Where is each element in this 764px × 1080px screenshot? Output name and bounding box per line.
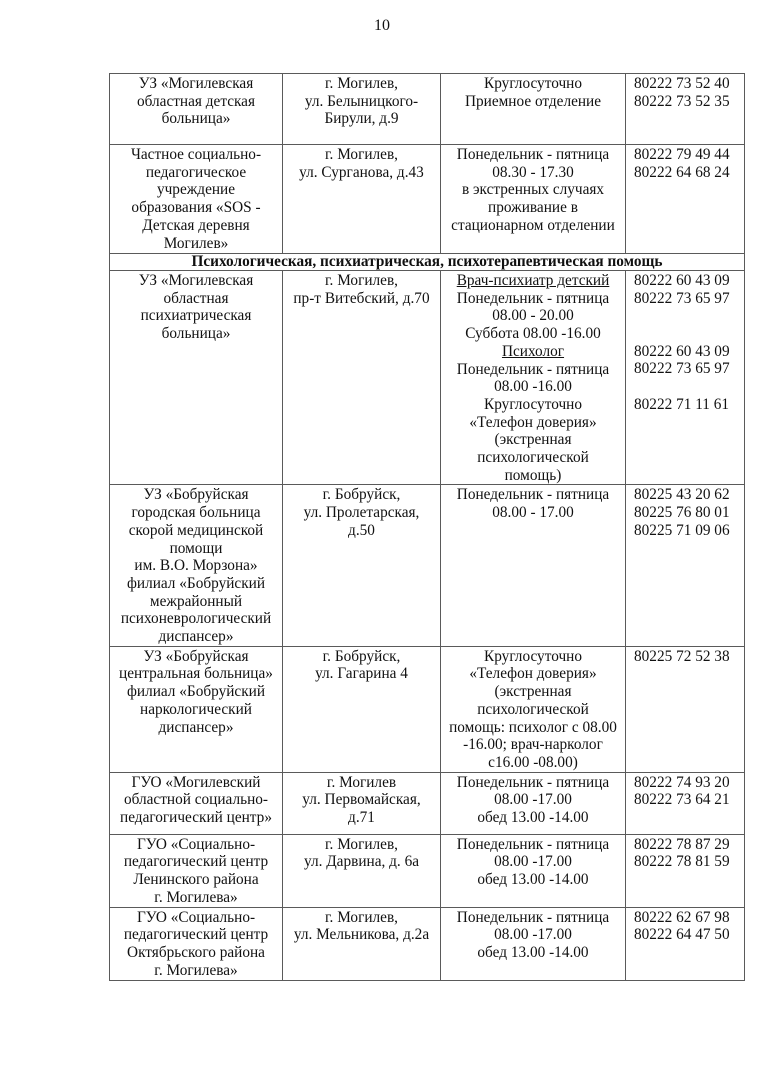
address-cell [283,646,441,772]
cell-line: (экстренная [494,431,572,449]
cell-line: обед 13.00 -14.00 [477,871,589,889]
cell-line: -16.00; врач-нарколог [463,736,603,754]
section-heading-row [110,254,745,271]
hours-cell [441,485,626,646]
cell-line-wrapper [444,431,622,449]
cell-line: межрайонный [149,592,243,610]
cell-line: 08.00 - 20.00 [492,307,574,325]
cell-line: ул. Первомайская, [302,791,421,809]
cell-line: Частное социально- [130,146,262,163]
cell-line: Понедельник - пятница [456,773,610,791]
cell-line: 80222 78 81 59 [634,853,730,871]
cell-line: г. Могилева» [154,888,238,906]
cell-line-wrapper [444,343,622,361]
cell-line: диспансер» [158,718,234,736]
cell-line: ул. Сурганова, д.43 [299,163,424,181]
cell-line: ул. Белыницкого- [304,92,419,110]
cell-subheading: Врач-психиатр детский [456,272,610,289]
cell-line: областной социально- [123,791,269,809]
hours-cell [441,145,626,254]
cell-line-wrapper [444,378,622,396]
contacts-table-body [110,74,745,981]
address-cell [283,485,441,646]
cell-line: ул. Гагарина 4 [315,665,408,683]
hours-cell [441,772,626,834]
cell-line: г. Могилев, [325,146,398,163]
cell-line: 08.00 -17.00 [494,926,572,944]
address-cell [283,271,441,485]
cell-line: 08.00 - 17.00 [492,504,574,522]
cell-line: Понедельник - пятница [456,486,610,504]
organization-cell [110,907,283,980]
cell-line: г. Бобруйск, [322,486,401,504]
phone-cell [626,834,745,907]
cell-line: городская больница [131,504,261,522]
cell-line: педагогический центр [123,926,269,944]
phone-cell [626,145,745,254]
cell-line: Понедельник - пятница [456,835,610,853]
blank-line [634,325,741,343]
cell-line: Могилев» [163,234,229,252]
table-row [110,907,745,980]
cell-line: г. Могилев, [325,75,398,92]
cell-line: больница» [161,110,231,128]
table-row [110,772,745,834]
cell-line: г. Могилев [326,773,397,791]
cell-line: ГУО «Могилевский [131,773,261,791]
blank-line [634,378,741,396]
cell-line: проживание в [488,199,578,217]
cell-line: обед 13.00 -14.00 [477,809,589,827]
cell-line: помощь) [504,466,562,484]
cell-line: ул. Пролетарская, [303,504,420,522]
cell-line: 80222 74 93 20 [634,773,730,791]
cell-line: Бирули, д.9 [324,110,399,128]
cell-line: «Телефон доверия» [469,413,597,431]
cell-line: «Телефон доверия» [469,665,597,683]
cell-line: 80222 60 43 09 [634,272,730,289]
cell-line: 80225 43 20 62 [634,486,730,504]
cell-line: г. Могилев, [325,835,398,853]
cell-line-wrapper [444,449,622,467]
cell-line: Круглосуточно [484,647,582,665]
phone-cell [626,646,745,772]
cell-line: филиал «Бобруйский [126,683,266,701]
table-row [110,271,745,485]
phone-cell [626,485,745,646]
phone-cell [626,907,745,980]
organization-cell [110,485,283,646]
cell-line-wrapper [444,414,622,432]
cell-line-wrapper [444,290,622,308]
cell-line: филиал «Бобруйский [126,574,266,592]
cell-line: г. Бобруйск, [322,647,401,665]
cell-line: психиатрическая [140,307,252,325]
cell-line: стационарном отделении [451,216,615,234]
hours-cell [441,646,626,772]
contacts-table [109,73,745,981]
cell-line: Детская деревня [142,216,250,234]
cell-line: ГУО «Социально- [136,908,256,926]
cell-line: 80225 72 52 38 [634,647,730,665]
cell-line: скорой медицинской [128,521,264,539]
cell-line: Суббота 08.00 -16.00 [465,325,601,343]
cell-line: помощь: психолог с 08.00 [449,718,617,736]
cell-line: 80222 62 67 98 [634,908,730,926]
cell-line: им. В.О. Морзона» [134,557,258,575]
cell-line: больница» [161,325,231,343]
hours-cell [441,74,626,145]
table-row [110,145,745,254]
cell-line: УЗ «Могилевская [138,75,254,92]
cell-line: 08.00 -17.00 [494,853,572,871]
organization-cell [110,834,283,907]
cell-line: Понедельник - пятница [456,908,610,926]
cell-line: ул. Дарвина, д. 6а [303,853,420,871]
organization-cell [110,772,283,834]
cell-line: 80222 73 52 40 [634,75,730,92]
cell-line: (экстренная [494,683,572,701]
section-heading: Психологическая, психиатрическая, психотерапевтическая помощь [110,254,745,271]
address-cell [283,74,441,145]
cell-line: обед 13.00 -14.00 [477,943,589,961]
cell-line: 80225 71 09 06 [634,521,730,539]
cell-line-wrapper [444,467,622,485]
cell-line: 80222 73 65 97 [634,360,730,378]
table-row [110,834,745,907]
address-cell [283,834,441,907]
table-row [110,74,745,145]
cell-line-wrapper [444,272,622,290]
cell-line: 80222 73 65 97 [634,289,730,307]
cell-line: центральная больница» [119,665,273,683]
hours-cell [441,834,626,907]
cell-line: УЗ «Могилевская [138,272,254,289]
cell-line-wrapper [444,361,622,379]
cell-line: г. Могилев, [325,272,398,289]
cell-line: учреждение [156,181,236,199]
cell-line: Круглосуточно [484,75,582,92]
cell-line: 80222 64 68 24 [634,163,730,181]
cell-line: психологической [477,700,589,718]
cell-line: УЗ «Бобруйская [143,486,249,504]
cell-line: Ленинского района [133,871,259,889]
organization-cell [110,646,283,772]
phone-cell [626,271,745,485]
cell-line: 08.00 -16.00 [494,378,572,396]
organization-cell [110,74,283,145]
table-row [110,646,745,772]
cell-line-wrapper [444,396,622,414]
organization-cell [110,271,283,485]
cell-line: 80222 60 43 09 [634,342,730,360]
cell-line: Понедельник - пятница [456,289,610,307]
cell-line: образования «SOS - [131,199,261,217]
cell-subheading: Психолог [501,342,565,360]
address-cell [283,772,441,834]
cell-line: пр-т Витебский, д.70 [293,289,430,307]
cell-line: д.50 [348,521,375,539]
cell-line: УЗ «Бобруйская [143,647,249,665]
cell-line: областная детская [136,92,256,110]
cell-line: г. Могилева» [154,961,238,979]
address-cell [283,145,441,254]
cell-line: ГУО «Социально- [136,835,256,853]
cell-line: помощи [169,539,223,557]
cell-line: областная [163,289,229,307]
cell-line: Понедельник - пятница [456,360,610,378]
phone-cell [626,772,745,834]
cell-line: 80222 73 64 21 [634,791,730,809]
table-row [110,485,745,646]
cell-line: психоневрологический [120,610,272,628]
cell-line: д.71 [348,809,375,827]
blank-line [634,307,741,325]
cell-line: педагогический центр» [120,809,272,827]
phone-cell [626,74,745,145]
cell-line: 80225 76 80 01 [634,504,730,522]
cell-line-wrapper [444,325,622,343]
cell-line: педагогическое [145,163,247,181]
cell-line: 08.30 - 17.30 [492,163,574,181]
cell-line: 80222 71 11 61 [634,395,730,413]
cell-line: Октябрьского района [127,943,265,961]
cell-line: с16.00 -08.00) [488,753,578,771]
cell-line: психологической [477,449,589,467]
page-number: 10 [374,17,390,34]
cell-line: диспансер» [158,628,234,646]
cell-line: ул. Мельникова, д.2а [293,926,430,944]
cell-line: 08.00 -17.00 [494,791,572,809]
cell-line: 80222 73 52 35 [634,92,730,110]
cell-line: Приемное отделение [464,92,602,110]
hours-cell [441,907,626,980]
cell-line: Понедельник - пятница [456,146,610,163]
cell-line: педагогический центр [123,853,269,871]
cell-line: 80222 64 47 50 [634,926,730,944]
cell-line: в экстренных случаях [461,181,605,199]
cell-line: 80222 79 49 44 [634,146,730,163]
cell-line: 80222 78 87 29 [634,835,730,853]
cell-line: наркологический [140,700,252,718]
cell-line: г. Могилев, [325,908,398,926]
organization-cell [110,145,283,254]
address-cell [283,907,441,980]
cell-line-wrapper [444,307,622,325]
cell-line: Круглосуточно [484,395,582,413]
hours-cell [441,271,626,485]
